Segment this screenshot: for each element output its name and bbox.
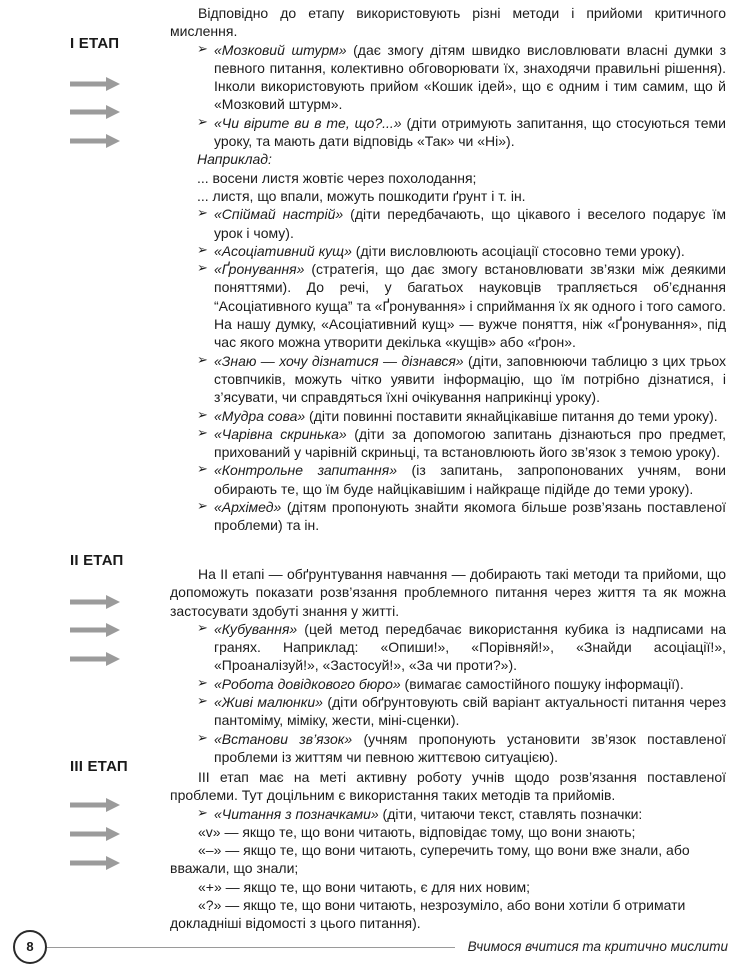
method-name: «Встанови зв’язок» <box>214 730 353 747</box>
right-arrow-icon <box>70 652 120 666</box>
list-item <box>170 675 726 693</box>
book-title: Вчимося вчитися та критично мислити <box>467 939 728 954</box>
stage-3-intro: ІІІ етап має на меті активну роботу учнів щодо розв’язання поставленої проблеми. Тут доцільним є використання таких методів та прийомів. <box>170 769 726 804</box>
stage-3-label: ІІІ ЕТАП <box>70 758 128 775</box>
list-item <box>170 205 726 242</box>
method-description: (стратегія, що дає змогу встановлювати зв’язки між деякими поняттями). До речі, у багатьох науковців трапляється об’єднання “Асоціативного куща” та «Ґронування» і сприймання їх як одного і того самого. На нашу думку, «Асоціативний кущ» — вужче поняття, ніж «Ґронування», під час якого можна утворити декілька «кущів» або «ґрон». <box>214 261 726 351</box>
example-label: Наприклад: <box>197 151 272 168</box>
right-arrow-icon <box>70 856 120 870</box>
mark-line-continued: докладніші відомості з цього питання). <box>170 915 421 932</box>
stage-3-section <box>170 768 726 933</box>
list-item <box>170 461 726 498</box>
bullet-arrow-icon: ➢ <box>197 242 208 258</box>
method-description: (діти передбачають, що цікавого і веселого подарує їм урок і чому). <box>214 206 726 241</box>
method-name: «Мозковий штурм» <box>214 41 347 58</box>
mark-line: «v» — якщо те, що вони читають, відповідає тому, що вони знають; <box>198 823 636 840</box>
bullet-arrow-icon: ➢ <box>197 41 208 57</box>
right-arrow-icon <box>70 105 120 119</box>
list-item <box>170 114 726 151</box>
method-description: (діти отримують запитання, що стосуються теми уроку, та мають дати відповідь «Так» чи «Ні»). <box>214 114 726 150</box>
page-number: 8 <box>13 930 47 964</box>
bullet-arrow-icon: ➢ <box>197 261 208 277</box>
method-name: «Асоціативний кущ» <box>214 242 352 259</box>
method-description: (діти обґрунтовують свій варіант актуальності питання через пантоміму, міміку, жести, міні-сценки). <box>214 694 726 729</box>
mark-line: «+» — якщо те, що вони читають, є для них новим; <box>198 878 531 895</box>
bullet-arrow-icon: ➢ <box>197 730 208 746</box>
right-arrow-icon <box>70 623 120 637</box>
method-description: (діти висловлюють асоціації стосовно теми уроку). <box>351 242 685 259</box>
method-description: (вимагає самостійного пошуку інформації). <box>400 675 684 692</box>
method-name: «Ґронування» <box>214 261 305 278</box>
method-name: «Спіймай настрій» <box>214 206 344 223</box>
bullet-arrow-icon: ➢ <box>197 694 208 710</box>
method-description: (діти, читаючи текст, ставлять позначки: <box>378 805 643 822</box>
bullet-arrow-icon: ➢ <box>197 620 208 636</box>
method-description: (діти за допомогою запитань дізнаються про предмет, прихований у чарівній скриньці, та встановлюють його зв’язок з темою уроку). <box>214 425 726 461</box>
method-name: «Читання з позначками» <box>214 805 379 822</box>
list-item <box>170 425 726 462</box>
method-description: (дає змогу дітям швидко висловлювати власні думки з певного питання, колективно обговорювати їх, знаходячи правильні рішення). Інколи використовують прийом «Кошик ідей», що є одним і тим самим, що й «Мозковий штурм». <box>214 41 726 113</box>
right-arrow-icon <box>70 134 120 148</box>
bullet-arrow-icon: ➢ <box>197 407 208 423</box>
mark-line: «–» — якщо те, що вони читають, суперечить тому, що вони вже знали, або <box>198 842 690 859</box>
method-name: «Архімед» <box>214 499 282 516</box>
page-footer <box>0 930 742 966</box>
list-item <box>170 498 726 535</box>
method-description: (учням пропонують установити зв’язок поставленої проблеми із життям чи певною життєвою ситуацією). <box>214 730 727 765</box>
intro-paragraph: Відповідно до етапу використовують різні методи і прийоми критичного мислення. <box>170 5 726 40</box>
right-arrow-icon <box>70 827 120 841</box>
method-name: «Живі малюнки» <box>214 694 323 711</box>
stage-2-label: ІІ ЕТАП <box>70 552 124 569</box>
right-arrow-icon <box>70 595 120 609</box>
stage-1-label: І ЕТАП <box>70 35 120 52</box>
list-item <box>170 41 726 114</box>
bullet-arrow-icon: ➢ <box>197 675 208 691</box>
list-item <box>170 620 726 675</box>
stage-2-intro: На ІІ етапі — обґрунтування навчання — добирають такі методи та прийоми, що допоможуть показати розв’язання проблемного питання через життя та як можна застосувати здобуті знання у житті. <box>170 566 726 619</box>
method-name: «Чарівна скринька» <box>214 425 347 442</box>
right-arrow-icon <box>70 798 120 812</box>
bullet-arrow-icon: ➢ <box>197 206 208 222</box>
list-item <box>170 805 726 823</box>
method-name: «Кубування» <box>214 620 298 637</box>
method-description: (діти, заповнюючи таблицю з цих трьох стовпчиків, можуть чітко уявити інформацію, що їм потрібно дізнатися, і з’ясувати, чи справдяться їхні очікування наприкінці уроку). <box>214 352 726 406</box>
stage-1-section <box>170 4 726 535</box>
mark-line-continued: вважали, що знали; <box>170 860 299 877</box>
bullet-arrow-icon: ➢ <box>197 805 208 821</box>
method-name: «Контрольне запитання» <box>214 462 398 479</box>
mark-line: «?» — якщо те, що вони читають, незрозуміло, або вони хотіли б отримати <box>198 897 686 914</box>
example-line: ... восени листя жовтіє через похолодання; <box>197 169 477 186</box>
stage-2-section <box>170 565 726 766</box>
right-arrow-icon <box>70 77 120 91</box>
method-name: «Чи вірите ви в те, що?...» <box>214 114 402 131</box>
method-description: (цей метод передбачає використання кубика із надписами на гранях. Наприклад: «Опиши!», «Порівняй!», «Знайди асоціації!», «Проаналізуй!», «Застосуй!», «За чи проти?»). <box>214 620 726 674</box>
bullet-arrow-icon: ➢ <box>197 352 208 368</box>
list-item <box>170 693 726 730</box>
list-item <box>170 242 726 260</box>
stage-sidebar <box>0 0 170 940</box>
bullet-arrow-icon: ➢ <box>197 499 208 515</box>
method-description: (із запитань, запропонованих учням, вони обирають те, що їм буде найцікавішим і найкраще підійде до теми уроку). <box>214 462 726 497</box>
bullet-arrow-icon: ➢ <box>197 462 208 478</box>
bullet-arrow-icon: ➢ <box>197 114 208 130</box>
method-name: «Знаю — хочу дізнатися — дізнався» <box>214 352 464 369</box>
method-name: «Робота довідкового бюро» <box>214 675 401 692</box>
list-item <box>170 352 726 407</box>
footer-divider <box>47 947 455 948</box>
bullet-arrow-icon: ➢ <box>197 425 208 441</box>
list-item <box>170 730 726 767</box>
method-description: (діти повинні поставити якнайцікавіше питання до теми уроку). <box>305 407 718 424</box>
example-line: ... листя, що впали, можуть пошкодити ґрунт і т. ін. <box>197 187 526 204</box>
method-name: «Мудра сова» <box>214 407 306 424</box>
list-item <box>170 260 726 351</box>
list-item <box>170 407 726 425</box>
method-description: (дітям пропонують знайти якомога більше розв’язань поставленої проблеми) та ін. <box>214 499 726 534</box>
